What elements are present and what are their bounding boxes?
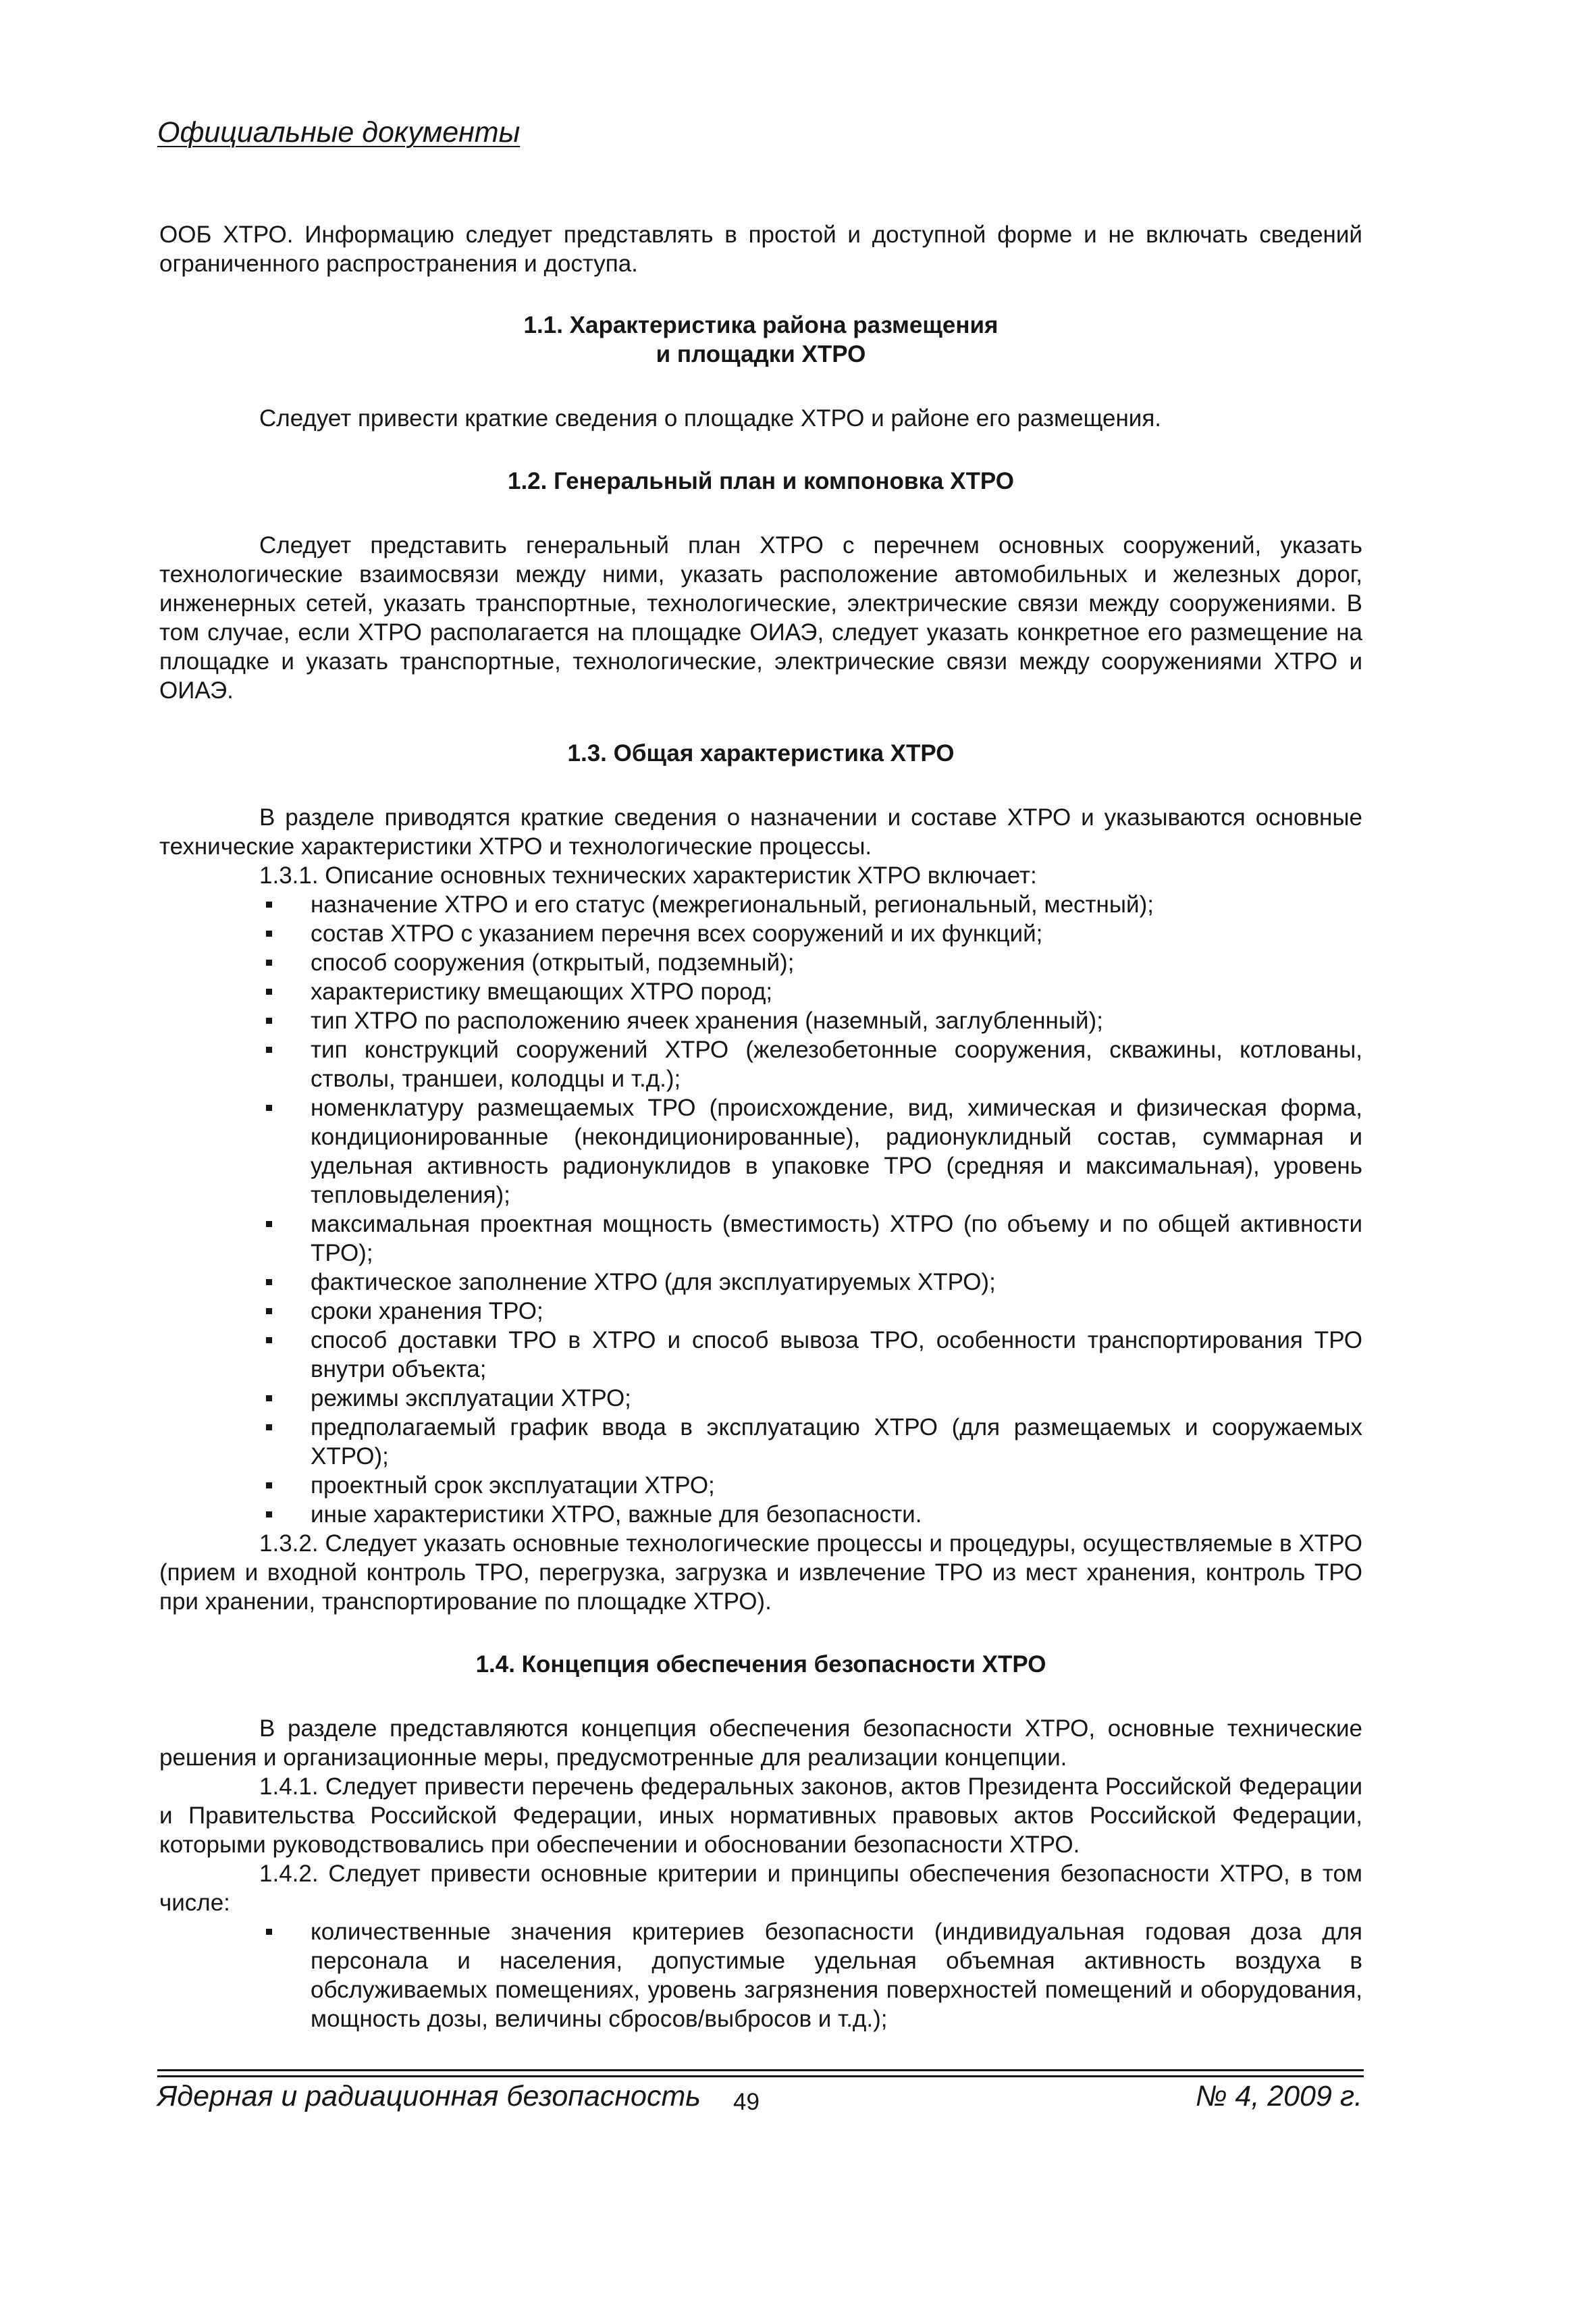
footer-issue: № 4, 2009 г. [1195,2080,1362,2112]
section-1-3-heading: 1.3. Общая характеристика ХТРО [567,740,955,766]
list-item: способ сооружения (открытый, подземный); [311,948,1362,977]
section-1-4-bullet-list [159,1917,1362,2033]
list-item: предполагаемый график ввода в эксплуатацию ХТРО (для размещаемых и сооружаемых ХТРО); [311,1414,1362,1470]
footer-journal-title: Ядерная и радиационная безопасность [157,2080,701,2112]
list-item: способ доставки ТРО в ХТРО и способ вывоза ТРО, особенности транспортирования ТРО внутри объекта; [311,1327,1362,1382]
list-item: максимальная проектная мощность (вместимость) ХТРО (по объему и по общей активности ТРО); [311,1211,1362,1266]
section-1-1-title-line1: 1.1. Характеристика района размещения [523,312,999,338]
section-1-4-heading: 1.4. Концепция обеспечения безопасности ХТРО [475,1651,1046,1678]
intro-paragraph: ООБ ХТРО. Информацию следует представлять в простой и доступной форме и не включать сведений ограниченного распространения и доступа. [159,222,1362,277]
list-item: номенклатуру размещаемых ТРО (происхождение, вид, химическая и физическая форма, кондиционированные (некондиционированные), радионуклидный состав, суммарная и удельная активность радионуклидов в упаковке ТРО (средняя и максимальная), уровень тепловыделения); [311,1095,1362,1208]
clause-1-4-1: 1.4.1. Следует привести перечень федеральных законов, актов Президента Российской Федерации и Правительства Российской Федерации, иных нормативных правовых актов Российской Федерации, которыми руководствовались при обеспечении и обосновании безопасности ХТРО. [159,1773,1362,1858]
page-number: 49 [733,2089,760,2115]
section-1-1-title-line2: и площадки ХТРО [656,341,866,367]
section-1-2-heading: 1.2. Генеральный план и компоновка ХТРО [507,468,1014,494]
clause-1-3-1: 1.3.1. Описание основных технических характеристик ХТРО включает: [259,862,1037,889]
list-item: количественные значения критериев безопасности (индивидуальная годовая доза для персонала и населения, допустимые удельная объемная активность воздуха в обслуживаемых помещениях, уровень загрязнения поверхностей помещений и оборудования, мощность дозы, величины сбросов/выбросов и т.д.); [311,1919,1362,2032]
list-item: характеристику вмещающих ХТРО пород; [311,977,1362,1006]
section-1-4-paragraph: В разделе представляются концепция обеспечения безопасности ХТРО, основные технические решения и организационные меры, предусмотренные для реализации концепции. [159,1715,1362,1771]
section-1-2-paragraph: Следует представить генеральный план ХТРО с перечнем основных сооружений, указать технологические взаимосвязи между ними, указать расположение автомобильных и железных дорог, инженерных сетей, указать транспортные, технологические, электрические связи между сооружениями. В том случае, если ХТРО располагается на площадке ОИАЭ, следует указать конкретное его размещение на площадке и указать транспортные, технологические, электрические связи между сооружениями ХТРО и ОИАЭ. [159,532,1362,704]
list-item: проектный срок эксплуатации ХТРО; [311,1471,1362,1500]
section-1-1-paragraph: Следует привести краткие сведения о площадке ХТРО и районе его размещения. [259,405,1161,432]
list-item: фактическое заполнение ХТРО (для эксплуатируемых ХТРО); [311,1268,1362,1297]
list-item: иные характеристики ХТРО, важные для безопасности. [311,1500,1362,1529]
list-item: тип ХТРО по расположению ячеек хранения (наземный, заглубленный); [311,1006,1362,1035]
section-1-3-bullet-list [159,890,1362,1529]
clause-1-4-2: 1.4.2. Следует привести основные критерии и принципы обеспечения безопасности ХТРО, в том числе: [159,1861,1362,1916]
list-item: тип конструкций сооружений ХТРО (железобетонные сооружения, скважины, котлованы, стволы, траншеи, колодцы и т.д.); [311,1037,1362,1092]
section-1-1-heading [159,311,1362,369]
list-item: сроки хранения ТРО; [311,1297,1362,1326]
section-1-3-paragraph: В разделе приводятся краткие сведения о назначении и составе ХТРО и указываются основные технические характеристики ХТРО и технологические процессы. [159,804,1362,860]
document-body [159,220,1362,2033]
running-header: Официальные документы [157,116,521,149]
clause-1-3-2: 1.3.2. Следует указать основные технологические процессы и процедуры, осуществляемые в ХТРО (прием и входной контроль ТРО, перегрузка, загрузка и извлечение ТРО из мест хранения, контроль ТРО при хранении, транспортирование по площадке ХТРО). [159,1530,1362,1615]
footer-rule-top [157,2069,1364,2071]
list-item: режимы эксплуатации ХТРО; [311,1384,1362,1413]
footer-rule-bottom [157,2075,1364,2077]
list-item: состав ХТРО с указанием перечня всех сооружений и их функций; [311,919,1362,948]
list-item: назначение ХТРО и его статус (межрегиональный, региональный, местный); [311,890,1362,919]
